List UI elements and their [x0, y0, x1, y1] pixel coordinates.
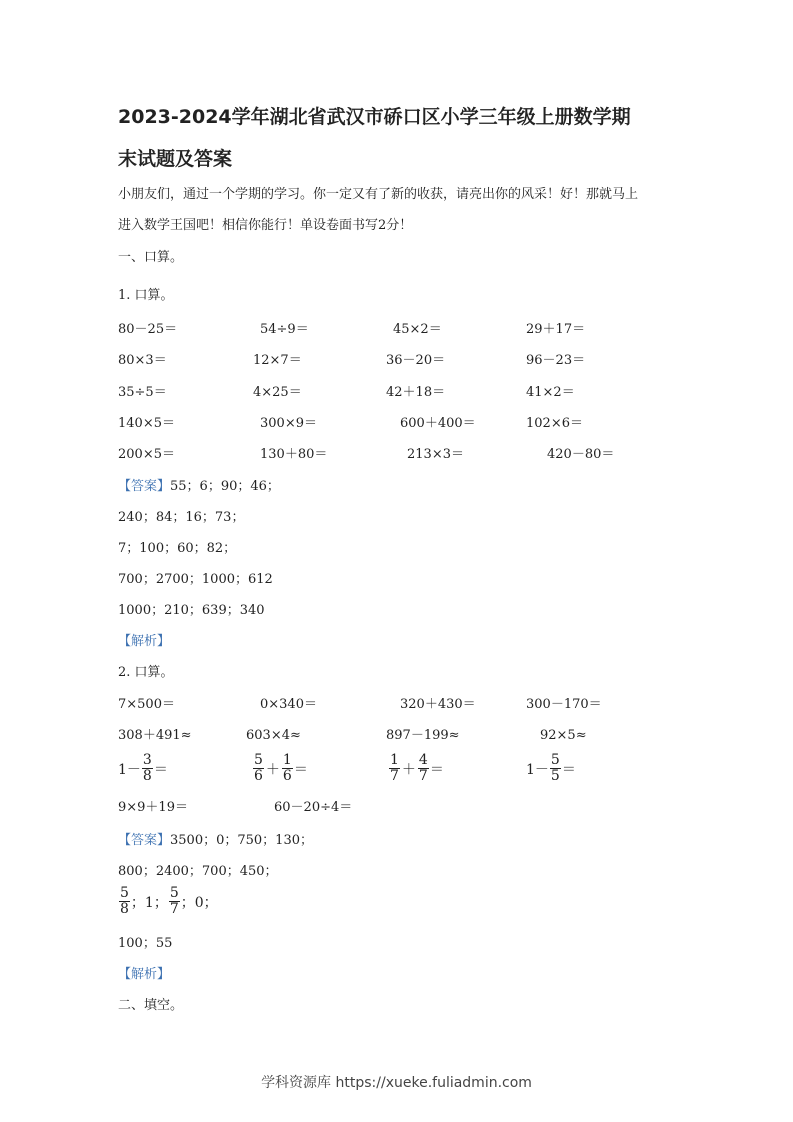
- fraction-expression: [118, 753, 168, 784]
- q1-cell: 140×5＝: [118, 416, 175, 431]
- section-1-heading: 一、口算。: [118, 250, 184, 265]
- q1-cell: 41×2＝: [526, 385, 575, 400]
- q1-cell: 54÷9＝: [260, 322, 309, 337]
- denominator: 8: [142, 768, 152, 784]
- q2-label: 2. 口算。: [118, 665, 174, 680]
- answer-text: 55；6；90；46；: [170, 479, 280, 494]
- q1-cell: 80－25＝: [118, 322, 178, 337]
- q1-label: 1. 口算。: [118, 288, 174, 303]
- answer-text: 3500；0；750；130；: [170, 833, 313, 848]
- q2-cell: 897－199≈: [386, 728, 460, 743]
- q2-answer-line-2: 800；2400；700；450；: [118, 864, 278, 879]
- q1-cell: 35÷5＝: [118, 385, 167, 400]
- fraction: [389, 753, 400, 784]
- page-title-line-2: 末试题及答案: [118, 148, 233, 170]
- answer-tag: 【答案】: [118, 833, 171, 848]
- q2-cell: 603×4≈: [246, 728, 301, 743]
- denominator: 7: [169, 901, 179, 917]
- fraction: [550, 753, 561, 784]
- q2-cell: 9×9＋19＝: [118, 800, 188, 815]
- denominator: 8: [120, 901, 129, 917]
- intro-line-2: 进入数学王国吧！相信你能行！单设卷面书写2分！: [118, 218, 413, 233]
- numerator: 1: [390, 752, 399, 768]
- q1-cell: 36－20＝: [386, 353, 446, 368]
- numerator: 5: [169, 885, 179, 901]
- intro-line-1: 小朋友们，通过一个学期的学习。你一定又有了新的收获，请亮出你的风采！好！那就马上: [118, 187, 639, 202]
- section-2-heading: 二、填空。: [118, 998, 184, 1013]
- q1-answer-line-4: 700；2700；1000；612: [118, 572, 273, 587]
- analysis-tag: 【解析】: [118, 967, 171, 982]
- answer-tag: 【答案】: [118, 479, 171, 494]
- operator: ＋: [265, 761, 280, 778]
- expr-tail: ＝: [153, 761, 168, 778]
- q1-cell: 200×5＝: [118, 447, 175, 462]
- q1-cell: 300×9＝: [260, 416, 317, 431]
- q1-cell: 29＋17＝: [526, 322, 586, 337]
- fraction-expression: [388, 753, 444, 784]
- q2-answer-line-1: [118, 833, 313, 849]
- q1-answer-line-1: [118, 479, 280, 495]
- denominator: 6: [282, 768, 292, 784]
- q2-cell: 300－170＝: [526, 697, 602, 712]
- numerator: 5: [254, 752, 263, 768]
- q2-cell: 7×500＝: [118, 697, 175, 712]
- page-title-line-1: 2023-2024学年湖北省武汉市硚口区小学三年级上册数学期: [118, 106, 631, 128]
- q2-answer-line-3: [118, 886, 218, 917]
- q2-cell: 0×340＝: [260, 697, 317, 712]
- fraction-expression: [252, 753, 308, 784]
- numerator: 4: [418, 752, 428, 768]
- footer-watermark: 学科资源库 https://xueke.fuliadmin.com: [261, 1075, 532, 1091]
- q1-cell: 12×7＝: [253, 353, 302, 368]
- numerator: 5: [550, 752, 560, 768]
- q2-cell: 92×5≈: [540, 728, 587, 743]
- expr-tail: ＝: [429, 761, 444, 778]
- q1-cell: 130＋80＝: [260, 447, 328, 462]
- fraction: [119, 886, 130, 917]
- q2-answer-line-4: 100；55: [118, 936, 173, 951]
- q1-cell: 80×3＝: [118, 353, 167, 368]
- q1-answer-line-2: 240；84；16；73；: [118, 510, 245, 525]
- q1-cell: 102×6＝: [526, 416, 583, 431]
- numerator: 3: [142, 752, 152, 768]
- expr-lead: 1－: [118, 761, 141, 778]
- expr-tail: ＝: [293, 761, 308, 778]
- answer-text: ；1；: [130, 894, 168, 911]
- q1-cell: 213×3＝: [407, 447, 464, 462]
- denominator: 6: [254, 768, 263, 784]
- q2-cell: 320＋430＝: [400, 697, 476, 712]
- fraction-expression: [526, 753, 576, 784]
- expr-tail: ＝: [561, 761, 576, 778]
- numerator: 1: [282, 752, 292, 768]
- fraction: [142, 753, 153, 784]
- denominator: 7: [390, 768, 399, 784]
- operator: ＋: [401, 761, 416, 778]
- q1-cell: 45×2＝: [393, 322, 442, 337]
- q1-cell: 600＋400＝: [400, 416, 476, 431]
- q2-cell: 60－20÷4＝: [274, 800, 353, 815]
- fraction: [282, 753, 293, 784]
- analysis-tag: 【解析】: [118, 634, 171, 649]
- fraction: [253, 753, 264, 784]
- expr-lead: 1－: [526, 761, 549, 778]
- q1-answer-line-5: 1000；210；639；340: [118, 603, 265, 618]
- q1-cell: 4×25＝: [253, 385, 302, 400]
- answer-text: ；0；: [180, 894, 218, 911]
- fraction: [418, 753, 429, 784]
- denominator: 5: [550, 768, 560, 784]
- numerator: 5: [120, 885, 129, 901]
- q1-cell: 96－23＝: [526, 353, 586, 368]
- q1-cell: 420－80＝: [547, 447, 615, 462]
- q2-cell: 308＋491≈: [118, 728, 192, 743]
- fraction: [169, 886, 180, 917]
- q1-cell: 42＋18＝: [386, 385, 446, 400]
- denominator: 7: [418, 768, 428, 784]
- q1-answer-line-3: 7；100；60；82；: [118, 541, 237, 556]
